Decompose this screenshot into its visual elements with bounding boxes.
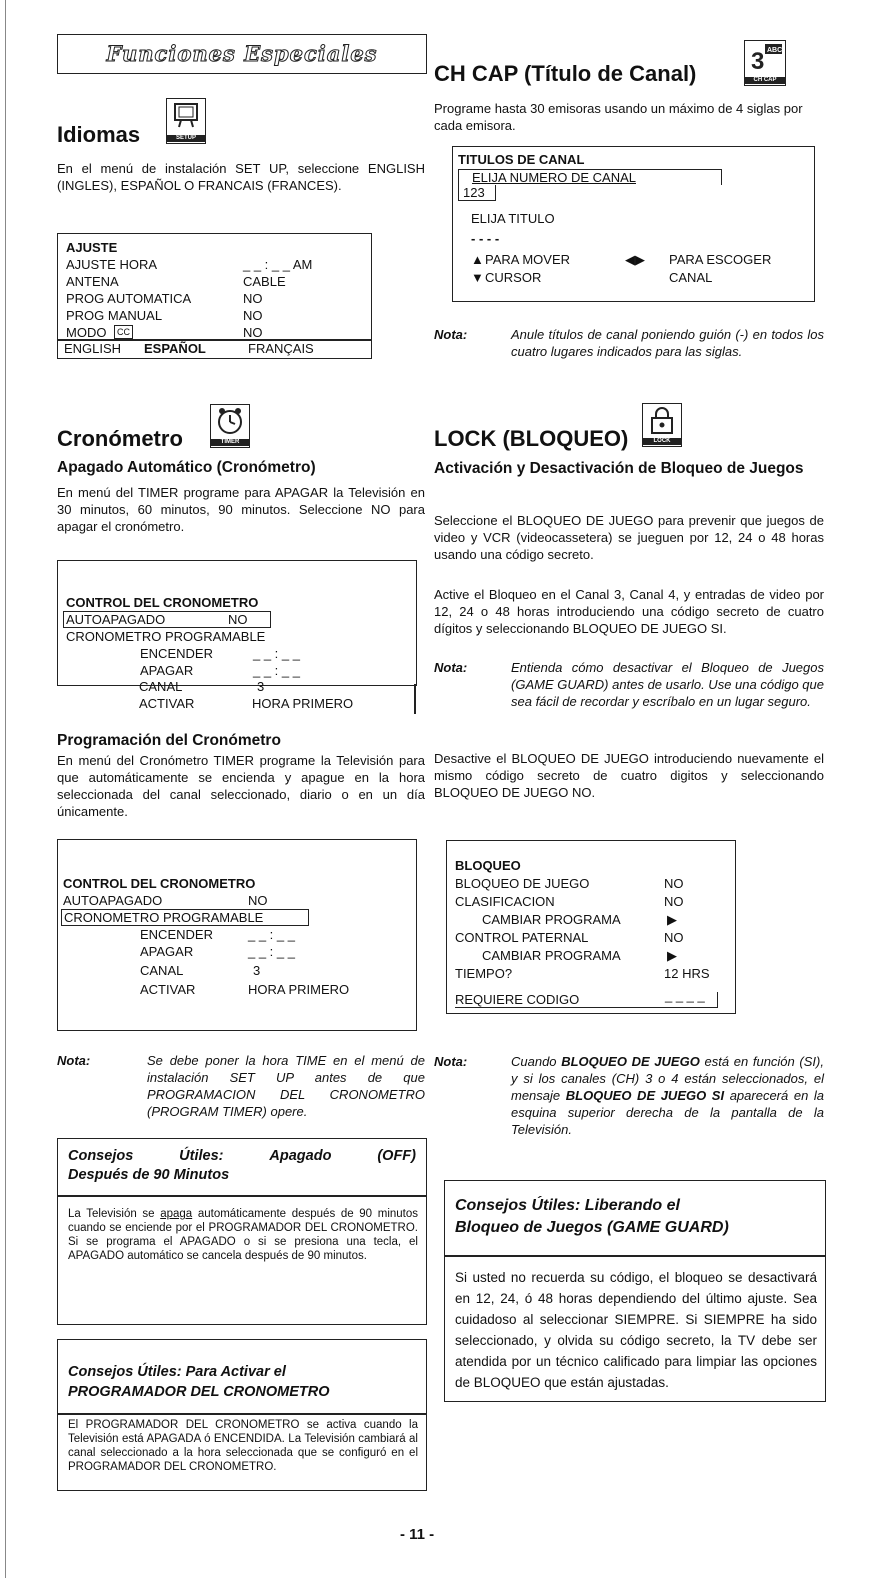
tip-title-word: Consejos	[68, 1148, 134, 1164]
ajuste-row-label: ANTENA	[66, 274, 119, 289]
elija-numero-row	[458, 169, 722, 185]
timer-row-label: APAGAR	[140, 944, 194, 959]
canal-label: CANAL	[669, 270, 713, 285]
note-key: Nota:	[434, 660, 468, 675]
timer-row-label: CANAL	[140, 963, 184, 978]
chcap-icon	[744, 40, 786, 86]
timer-menu-title: CONTROL DEL CRONOMETRO	[66, 595, 259, 610]
codigo-dashes: _ _ _ _	[665, 988, 705, 1003]
cronometro-programable: CRONOMETRO PROGRAMABLE	[64, 910, 264, 925]
para-mover: PARA MOVER	[485, 252, 571, 267]
timer-row-label: APAGAR	[140, 663, 194, 678]
autoapagado-label: AUTOAPAGADO	[63, 893, 163, 908]
note-text: Entienda cómo desactivar el Bloqueo de Juegos (GAME GUARD) antes de usarlo. Use una código que sea fácil de recordar y escríbalo en un lugar seguro.	[511, 660, 824, 709]
bloqueo-row-label: CONTROL PATERNAL	[455, 930, 589, 945]
programacion-body: En menú del Cronómetro TIMER programe la Televisión para que automáticamente se encienda y apague en la hora seleccionada del canal seleccionado, diario o en un día únicamente.	[57, 753, 425, 819]
tip-liberando-title-line1: Consejos Útiles: Liberando el	[455, 1197, 680, 1214]
idiomas-body: En el menú de instalación SET UP, seleccione ENGLISH (INGLES), ESPAÑOL O FRANCAIS (FRANCES).	[57, 161, 425, 193]
cursor-label: CURSOR	[485, 270, 542, 285]
timer-row-label: ACTIVAR	[139, 696, 195, 711]
ajuste-menu	[57, 233, 372, 341]
tip-title-word: Apagado	[269, 1148, 332, 1164]
autoapagado-value: NO	[248, 893, 268, 908]
tip-separator	[58, 1195, 426, 1197]
note-key: Nota:	[434, 1054, 468, 1069]
bloqueo-row-value: 12 HRS	[664, 966, 710, 981]
timer-row-label: ACTIVAR	[140, 982, 196, 997]
lang-francais: FRANÇAIS	[248, 341, 314, 356]
lang-espanol: ESPAÑOL	[144, 341, 206, 356]
note-key: Nota:	[57, 1053, 91, 1068]
bloqueo-row-label: CAMBIAR PROGRAMA	[482, 912, 621, 927]
requiere-codigo-row	[455, 988, 718, 1008]
bloqueo-row-value: NO	[664, 876, 684, 891]
tip-apagado-body: La Televisión se apaga automáticamente después de 90 minutos cuando se enciende por el PROGRAMADOR DEL CRONOMETRO. Si se programa el APAGADO o si se presiona una tecla, el APAGADO automático se cancela después de 90 minutos.	[68, 1208, 419, 1262]
left-right-arrows-icon: ◀▶	[625, 252, 645, 267]
timer-menu-title: CONTROL DEL CRONOMETRO	[63, 876, 256, 891]
elija-titulo: ELIJA TITULO	[471, 211, 555, 226]
timer-row-label: CANAL	[139, 679, 183, 694]
bloqueo-menu	[446, 840, 736, 1014]
note-text: Anule títulos de canal poniendo guión (-) en todos los cuatro lugares indicados para las siglas.	[511, 327, 824, 359]
lock-p2: Active el Bloqueo en el Canal 3, Canal 4, y entradas de video por 12, 24 o 48 horas introduciendo una código secreto de cuatro dígitos y seleccionando BLOQUEO DE JUEGO SI.	[434, 587, 824, 636]
chcap-heading: CH CAP (Título de Canal)	[434, 61, 697, 86]
right-arrow-icon: ▶	[667, 948, 677, 963]
bloqueo-row-label: CLASIFICACION	[455, 894, 555, 909]
requiere-codigo: REQUIERE CODIGO	[455, 992, 580, 1007]
lock-subheading: Activación y Desactivación de Bloqueo de Juegos	[434, 460, 804, 477]
box-edge	[414, 684, 416, 714]
lock-icon	[642, 403, 682, 447]
ajuste-row-value: NO	[243, 308, 263, 323]
chcap-icon-label: CH CAP	[745, 77, 785, 84]
ajuste-row-value: NO	[243, 291, 263, 306]
timer-row-value: HORA PRIMERO	[248, 982, 350, 997]
lock-note-1	[434, 659, 824, 739]
timer-row-value: _ _ : _ _	[248, 944, 295, 959]
tip-title-word: (OFF)	[377, 1148, 416, 1164]
tip-liberando-title-line2: Bloqueo de Juegos (GAME GUARD)	[455, 1219, 729, 1236]
timer-row-value: 3	[253, 963, 261, 978]
ajuste-row-value: _ _ : _ _ AM	[243, 257, 313, 272]
setup-icon	[166, 98, 206, 144]
timer-row-value: 3	[257, 679, 265, 694]
note-text: Cuando BLOQUEO DE JUEGO está en función (SI), y si los canales (CH) 3 o 4 están seleccionados, el mensaje BLOQUEO DE JUEGO SI aparecerá en la esquina superior derecha de la pantalla de la Televisión.	[511, 1054, 825, 1137]
tip-programador	[57, 1339, 427, 1491]
lock-p1: Seleccione el BLOQUEO DE JUEGO para prevenir que juegos de video y VCR (videocassetera) se jueguen por 12, 24 o 48 horas usando una código secreto.	[434, 513, 824, 562]
tip-title-word: Útiles:	[179, 1148, 224, 1164]
elija-numero: ELIJA NUMERO DE CANAL	[472, 170, 636, 185]
autoapagado-row	[63, 611, 271, 628]
ajuste-row-label: MODO	[66, 325, 107, 340]
bloqueo-row-label: TIEMPO?	[455, 966, 513, 981]
chcap-note	[434, 326, 824, 386]
apagado-subheading: Apagado Automático (Cronómetro)	[57, 459, 316, 476]
titulos-title: TITULOS DE CANAL	[458, 152, 585, 167]
lock-heading: LOCK (BLOQUEO)	[434, 426, 629, 451]
page-number: - 11 -	[400, 1526, 435, 1543]
up-arrow-icon: ▲	[471, 252, 484, 267]
timer-icon-label: TIMER	[211, 439, 249, 446]
page-edge-line	[5, 0, 6, 1578]
bloqueo-title: BLOQUEO	[455, 858, 521, 873]
titulos-menu	[452, 146, 815, 302]
down-arrow-icon: ▼	[471, 270, 484, 285]
ajuste-row-label: PROG MANUAL	[66, 308, 163, 323]
timer-icon	[210, 404, 250, 448]
ajuste-row-label: PROG AUTOMATICA	[66, 291, 192, 306]
autoapagado-label: AUTOAPAGADO	[66, 612, 166, 627]
ajuste-row-value: NO	[243, 325, 263, 340]
banner-title: Funciones Especiales	[106, 41, 378, 66]
tip-programador-title-line1: Consejos Útiles: Para Activar el	[68, 1364, 286, 1380]
note-key: Nota:	[434, 327, 468, 342]
tip-apagado-title-line1	[68, 1147, 416, 1166]
tip-liberando	[444, 1180, 826, 1402]
cc-badge: CC	[114, 325, 133, 339]
numero-box	[458, 185, 496, 201]
cronometro-note	[57, 1052, 425, 1132]
tip-apagado	[57, 1138, 427, 1325]
autoapagado-value: NO	[228, 612, 248, 627]
timer-row-label: ENCENDER	[140, 927, 213, 942]
timer-row-value: _ _ : _ _	[248, 927, 295, 942]
chcap-glyph: 3	[751, 48, 765, 75]
tip-programador-body: El PROGRAMADOR DEL CRONOMETRO se activa cuando la Televisión está APAGADA ó ENCENDIDA. La Televisión cambiará al canal seleccionado a la hora seleccionada que se configuró en el PROGRAMADOR DEL CRONOMETRO.	[68, 1419, 418, 1473]
numero-value: 123	[463, 185, 485, 200]
bloqueo-row-label: CAMBIAR PROGRAMA	[482, 948, 621, 963]
section-banner	[57, 34, 427, 74]
timer-menu-2	[57, 839, 417, 1031]
timer-menu-1	[57, 560, 417, 686]
para-escoger: PARA ESCOGER	[669, 252, 772, 267]
lock-icon-label: LOCK	[643, 438, 681, 445]
lock-note-2	[434, 1053, 824, 1163]
lang-english: ENGLISH	[64, 341, 122, 356]
ajuste-row-value: CABLE	[243, 274, 286, 289]
apagado-body: En menú del TIMER programe para APAGAR la Televisión en 30 minutos, 60 minutos, 90 minutos. Seleccione NO para apagar el cronómetro.	[57, 485, 425, 534]
cronometro-heading: Cronómetro	[57, 426, 183, 451]
tip-separator	[445, 1255, 825, 1257]
tip-liberando-body: Si usted no recuerda su código, el bloqueo se desactivará en 12, 24, ó 48 horas dependiendo del último ajuste. Sea cuidadoso al seleccionar SIEMPRE. Si SIEMPRE ha sido seleccionado, y olvida su código secreto, la TV debe ser atendida por un técnico calificado para limpiar las opciones de BLOQUEO que están ajustadas.	[455, 1270, 817, 1390]
ajuste-title: AJUSTE	[66, 240, 118, 255]
language-selector	[57, 339, 372, 359]
cronometro-programable: CRONOMETRO PROGRAMABLE	[66, 629, 266, 644]
timer-row-label: ENCENDER	[140, 646, 213, 661]
bloqueo-row-value: NO	[664, 894, 684, 909]
chcap-badge: ABC	[767, 47, 783, 54]
timer-row-value: HORA PRIMERO	[252, 696, 354, 711]
bloqueo-row-value: NO	[664, 930, 684, 945]
idiomas-heading: Idiomas	[57, 122, 141, 147]
timer-row-value: _ _ : _ _	[253, 663, 300, 678]
bloqueo-row-label: BLOQUEO DE JUEGO	[455, 876, 590, 891]
title-dashes: - - - -	[471, 231, 500, 246]
note-text: Se debe poner la hora TIME en el menú de instalación SET UP antes de que PROGRAMACION DEL CRONOMETRO (PROGRAM TIMER) opere.	[147, 1053, 425, 1119]
setup-icon-label: SETUP	[167, 135, 205, 142]
chcap-body: Programe hasta 30 emisoras usando un máximo de 4 siglas por cada emisora.	[434, 101, 803, 133]
tip-apagado-title-line2: Después de 90 Minutos	[68, 1167, 230, 1183]
tip-programador-title-line2: PROGRAMADOR DEL CRONOMETRO	[68, 1384, 330, 1400]
cronometro-programable-row	[61, 909, 309, 926]
timer-row-value: _ _ : _ _	[253, 646, 300, 661]
lock-p3: Desactive el BLOQUEO DE JUEGO introduciendo nuevamente el mismo código secreto de cuatro digitos y seleccionando BLOQUEO DE JUEGO NO.	[434, 751, 824, 800]
tip-separator	[58, 1413, 426, 1415]
ajuste-row-label: AJUSTE HORA	[66, 257, 158, 272]
right-arrow-icon: ▶	[667, 912, 677, 927]
programacion-subheading: Programación del Cronómetro	[57, 732, 281, 749]
